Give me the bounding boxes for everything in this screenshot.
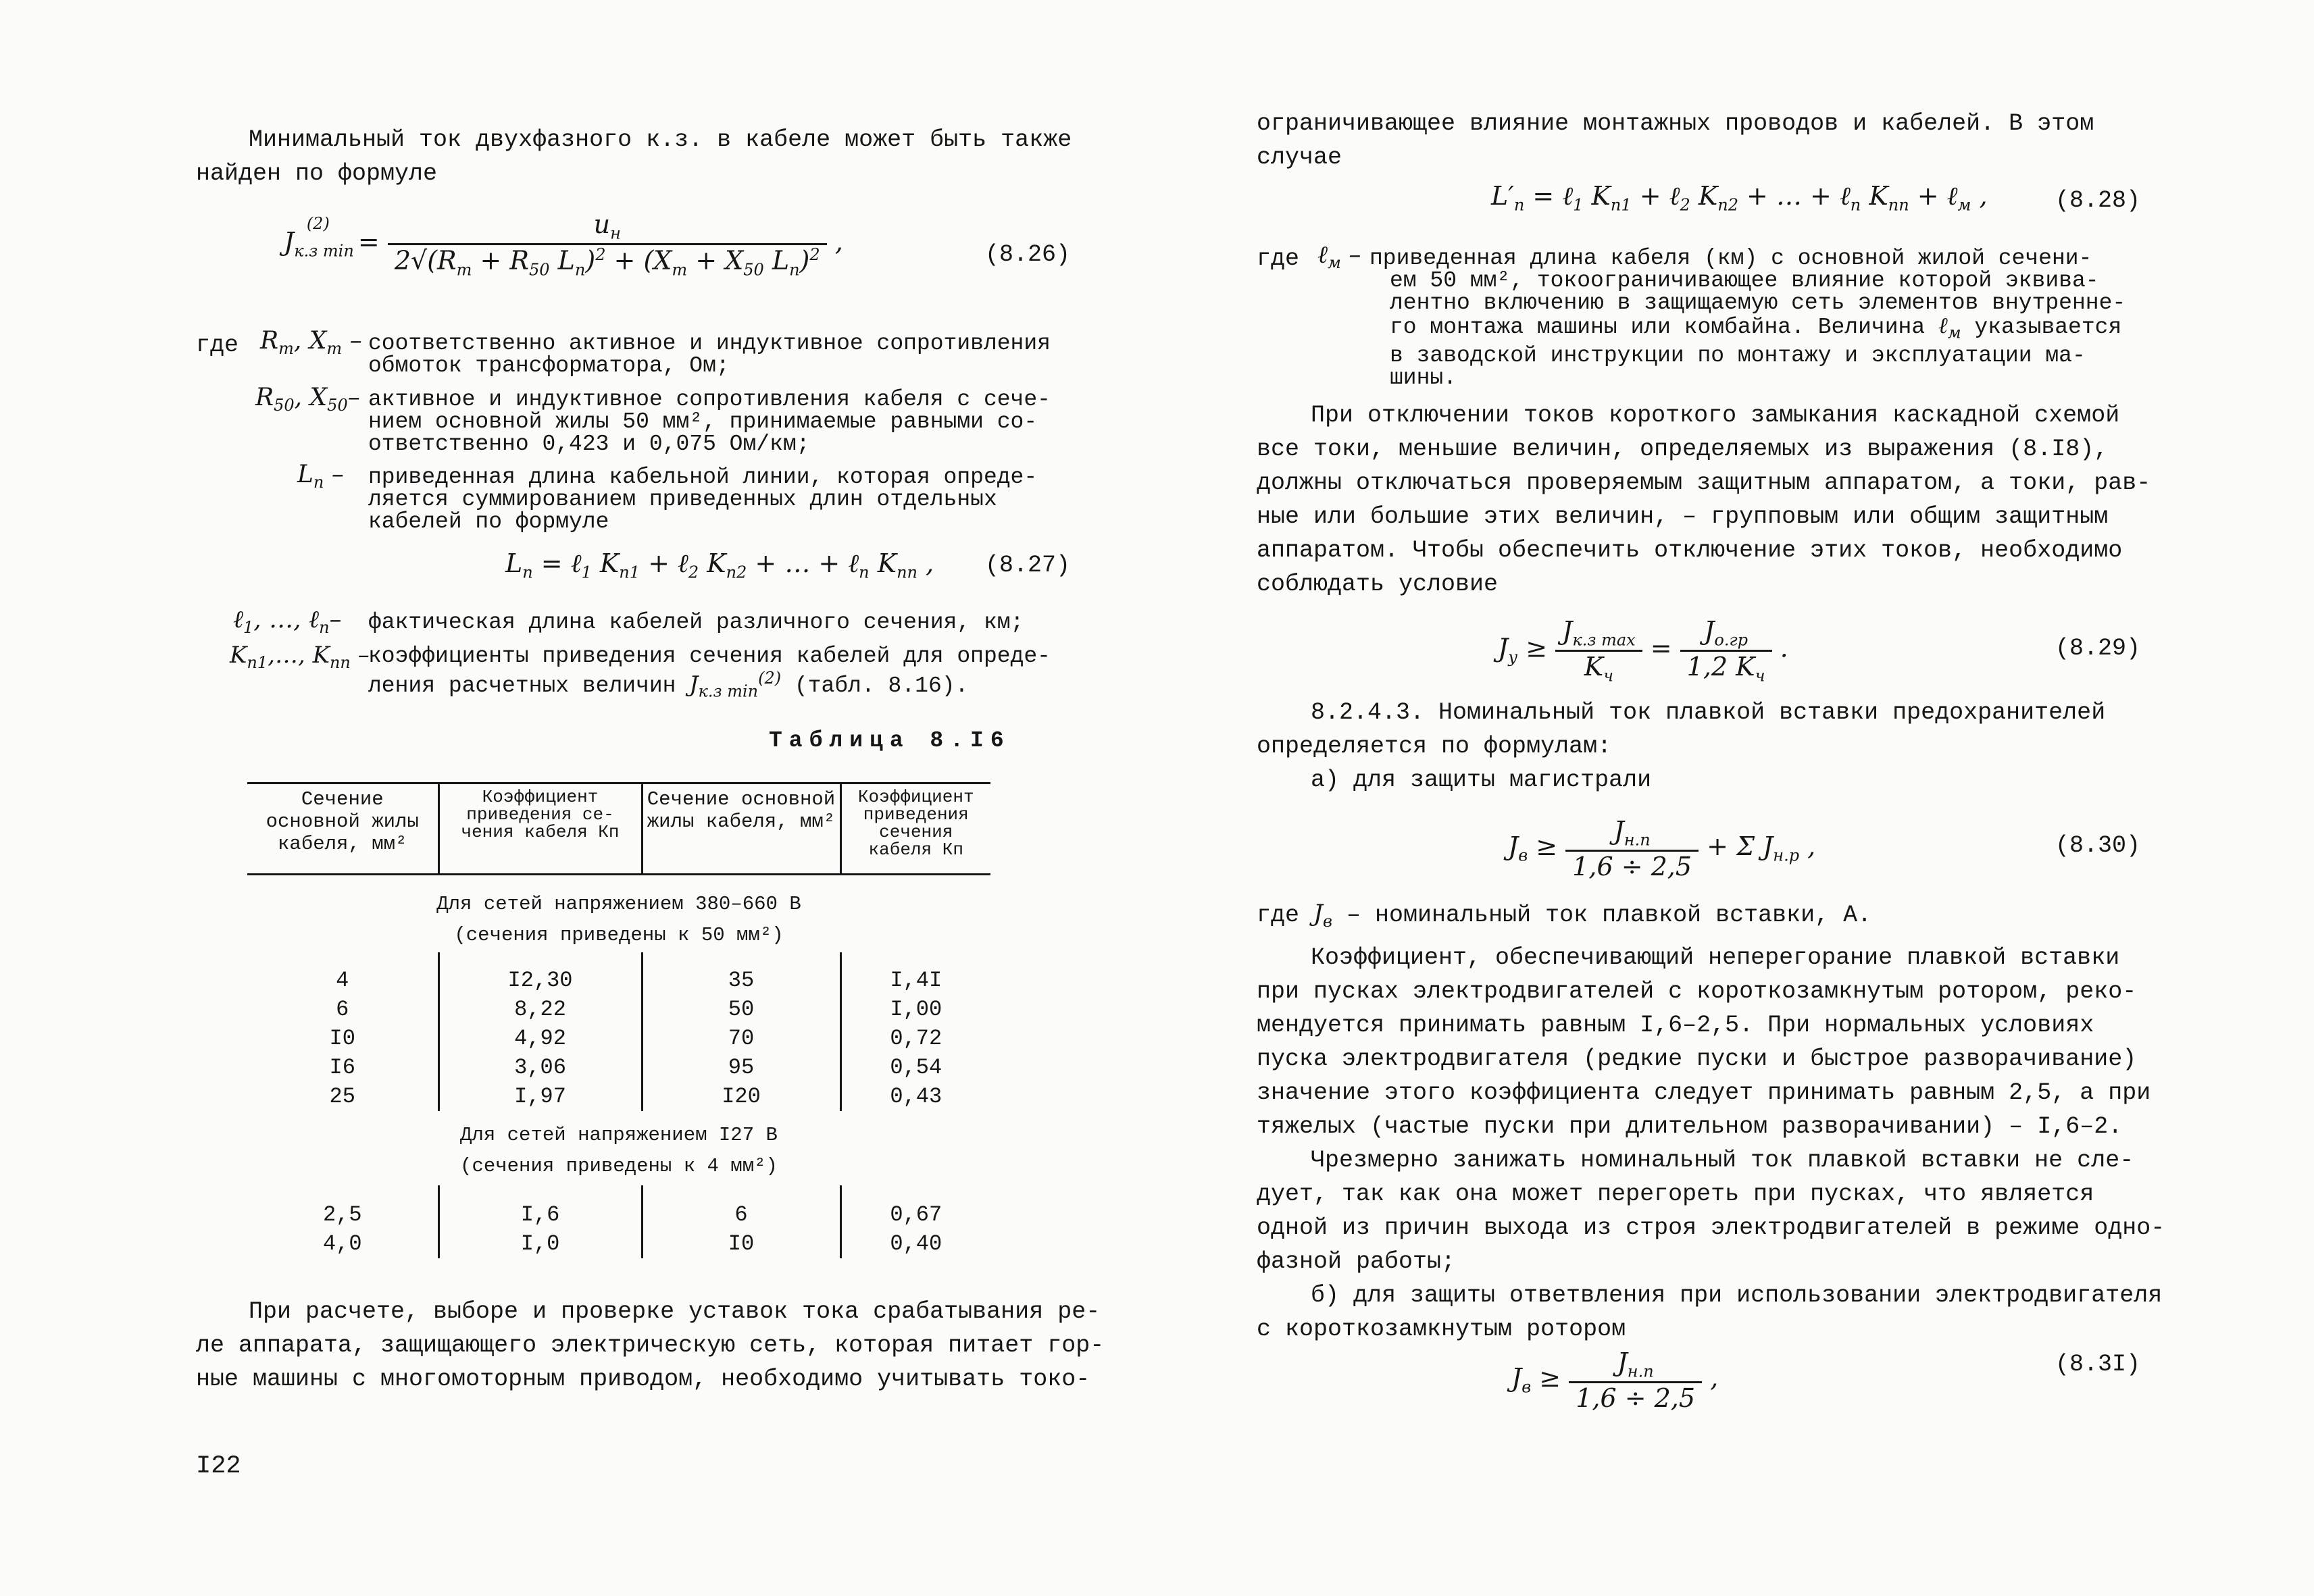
table-cell: 0,54 <box>890 1054 942 1080</box>
para6-line-2: дует, так как она может перегореть при пусках, что является <box>1257 1181 2094 1208</box>
equation-8-29: $J_у$ ≥ $\frac{J_{к.з max}}{K_ч}$ = $\frac{J_{о.гр}}{1,2 K_ч}$ . <box>1498 616 1788 686</box>
table-cell: I,0 <box>438 1229 642 1258</box>
table-cell: 0,67 <box>890 1202 942 1227</box>
table-group-title: Для сетей напряжением I27 В (сечения приведены к 4 мм²) <box>460 1124 778 1177</box>
table-title: Таблица 8.I6 <box>769 728 1011 753</box>
table-cell: 3,06 <box>438 1053 642 1082</box>
para2-line-6: соблюдать условие <box>1257 571 1499 598</box>
para7-line-1: б) для защиты ответвления при использовании электродвигателя <box>1311 1282 2163 1309</box>
para5-line-1: Коэффициент, обеспечивающий неперегорание плавкой вставки <box>1311 944 2120 971</box>
definition-r50-x50: активное и индуктивное сопротивления кабеля с сече- нием основной жилы 50 мм², принимаемые равными со- ответственно 0,423 и 0,075 Ом/км; <box>368 387 1051 457</box>
right-line-2: случае <box>1257 144 1342 171</box>
term-r50-x50: $R_{50}$, $X_{50}-$ <box>255 384 360 415</box>
table-group-title: Для сетей напряжением 380–660 В (сечения приведены к 50 мм²) <box>436 893 801 947</box>
table-cell: 4 <box>247 966 438 995</box>
table-header-cell: Коэффициент приведения се- чения кабеля Кп <box>438 783 642 875</box>
table-cell: 4,92 <box>438 1024 642 1053</box>
equation-8-28: $L'_п$ = ℓ$_1$ $K_{п1}$ + ℓ$_2$ $K_{п2}$ + … + ℓ$_n$ $K_{пп}$ + ℓ$_м$ , <box>1491 181 1988 215</box>
table-row <box>247 1082 990 1111</box>
table-row <box>247 995 990 1024</box>
table-row <box>247 966 990 995</box>
equation-number-8-28: (8.28) <box>2055 187 2141 214</box>
table-cell: 0,72 <box>890 1025 942 1051</box>
table-cell: 95 <box>642 1053 840 1082</box>
definition-kn1-knn: коэффициенты приведения сечения кабелей для опреде- ления расчетных величин $J_{к.з min}^{(2)}$ (табл. 8.16). <box>368 644 1051 701</box>
right-line-1: ограничивающее влияние монтажных проводов и кабелей. В этом <box>1257 110 2094 137</box>
table-cell: 4,0 <box>247 1229 438 1258</box>
table-cell: I0 <box>642 1229 840 1258</box>
equation-8-30: $J_в$ ≥ $\frac{J_{н.п}}{1,6 \div 2,5}$ + Σ $J_{н.р}$ , <box>1508 816 1816 881</box>
table-row <box>247 1229 990 1258</box>
equation-number-8-30: (8.30) <box>2055 832 2141 859</box>
para6-line-1: Чрезмерно занижать номинальный ток плавкой вставки не сле- <box>1311 1147 2134 1174</box>
where-label-right: где <box>1257 245 1300 272</box>
intro-line-1: Минимальный ток двухфазного к.з. в кабеле может быть также <box>249 126 1072 153</box>
para2-line-2: все токи, меньшие величин, определяемых из выражения (8.I8), <box>1257 436 2109 463</box>
definition-rt-xt: соответственно активное и индуктивное сопротивления обмоток трансформатора, Ом; <box>368 331 1051 378</box>
table-cell: 0,40 <box>890 1231 942 1256</box>
para2-line-3: должны отключаться проверяемым защитным аппаратом, а токи, рав- <box>1257 469 2151 496</box>
para5-line-2: при пусках электродвигателей с короткозамкнутым ротором, реко- <box>1257 978 2137 1005</box>
table-cell: 0,43 <box>890 1083 942 1109</box>
table-row <box>247 1024 990 1053</box>
table-cell: I6 <box>247 1053 438 1082</box>
para7-line-2: с короткозамкнутым ротором <box>1257 1316 1626 1343</box>
table-cell: 6 <box>247 995 438 1024</box>
para5-line-6: тяжелых (частые пуски при длительном разворачивании) – I,6–2. <box>1257 1113 2123 1140</box>
equation-8-27: $L_п$ = ℓ$_1$ $K_{п1}$ + ℓ$_2$ $K_{п2}$ + … + ℓ$_n$ $K_{пп}$ , <box>505 548 934 582</box>
table-header-row <box>247 783 990 875</box>
term-lm: ℓ$_м$ – <box>1317 241 1361 273</box>
table-cell: I,00 <box>890 996 942 1022</box>
table-cell: 50 <box>642 995 840 1024</box>
para3-line-2: определяется по формулам: <box>1257 733 1612 760</box>
where-label: где <box>196 332 239 359</box>
where-jv: где $J_в$ – номинальный ток плавкой вставки, А. <box>1257 900 1872 931</box>
para5-line-4: пуска электродвигателя (редкие пуски и быстрое разворачивание) <box>1257 1046 2137 1073</box>
page-number: I22 <box>196 1452 241 1481</box>
table-cell: 6 <box>642 1200 840 1229</box>
table-cell: I,4I <box>890 967 942 993</box>
table-cell: I0 <box>247 1024 438 1053</box>
term-rt-xt: $R_т$, $X_т$ – <box>260 327 362 359</box>
table-cell: I,6 <box>438 1200 642 1229</box>
bottom-line-2: ле аппарата, защищающего электрическую сеть, которая питает гор- <box>196 1332 1105 1359</box>
para5-line-5: значение этого коэффициента следует принимать равным 2,5, а при <box>1257 1079 2151 1106</box>
intro-line-2: найден по формуле <box>196 160 438 187</box>
table-cell: 25 <box>247 1082 438 1111</box>
table-cell: 70 <box>642 1024 840 1053</box>
table-group-title-row <box>247 1111 990 1185</box>
para5-line-3: мендуется принимать равным I,6–2,5. При нормальных условиях <box>1257 1012 2094 1039</box>
table-header-cell: Сечение основной жилы кабеля, мм² <box>247 783 438 875</box>
table-cell: 2,5 <box>247 1200 438 1229</box>
definition-l1-ln: фактическая длина кабелей различного сечения, км; <box>368 610 1024 635</box>
table-8-16 <box>247 782 990 1258</box>
bottom-line-3: ные машины с многомоторным приводом, необходимо учитывать токо- <box>196 1366 1090 1393</box>
table-row <box>247 1200 990 1229</box>
equation-number-8-29: (8.29) <box>2055 635 2141 662</box>
equation-8-31: $J_в$ ≥ $\frac{J_{н.п}}{1,6 \div 2,5}$ , <box>1511 1347 1719 1413</box>
table-header-cell: Коэффициент приведения сечения кабеля Кп <box>840 783 990 875</box>
definition-ln: приведенная длина кабельной линии, которая опреде- ляется суммированием приведенных длин отдельных кабелей по формуле <box>368 465 1038 534</box>
table-cell: I20 <box>642 1082 840 1111</box>
para2-line-1: При отключении токов короткого замыкания каскадной схемой <box>1311 402 2120 429</box>
bottom-line-1: При расчете, выборе и проверке уставок тока срабатывания ре- <box>249 1298 1101 1325</box>
term-kn1-knn: $K_{п1},\dots$, $K_{пп}$ – <box>230 642 370 672</box>
table-cell: I2,30 <box>438 966 642 995</box>
table-group-title-row <box>247 875 990 952</box>
para2-line-4: ные или большие этих величин, – групповым или общим защитным <box>1257 503 2109 530</box>
para6-line-3: одной из причин выхода из строя электродвигателей в режиме одно- <box>1257 1214 2165 1241</box>
equation-number-8-27: (8.27) <box>985 552 1071 579</box>
equation-number-8-26: (8.26) <box>985 241 1071 268</box>
right-page <box>1157 0 2314 1596</box>
equation-8-26: $J_{к.з min}^{(2)}$ = $\frac{u_н}{2√(R_т + R_{50} L_п)^2 + (X_т + X_{50} L_п)^2}$ , <box>284 209 843 279</box>
table-cell: 8,22 <box>438 995 642 1024</box>
table-cell: 35 <box>642 966 840 995</box>
para3-line-3: а) для защиты магистрали <box>1311 767 1652 794</box>
equation-number-8-31: (8.3I) <box>2055 1351 2141 1378</box>
term-l1-ln: ℓ$_1$, …, ℓ$_n$– <box>233 606 342 638</box>
table-row <box>247 1053 990 1082</box>
para2-line-5: аппаратом. Чтобы обеспечить отключение этих токов, необходимо <box>1257 537 2123 564</box>
para6-line-4: фазной работы; <box>1257 1248 1456 1275</box>
term-ln: $L_п$ – <box>297 461 344 492</box>
para3-line-1: 8.2.4.3. Номинальный ток плавкой вставки предохранителей <box>1311 699 2106 726</box>
definition-lm: приведенная длина кабеля (км) с основной жилой сечени- ем 50 мм², токоограничивающее влияние которой эквива- лентно включению в защищаемую сеть элементов внутренне- го монтажа машины или комбайна. Величина ℓ$_м$ указывается в заводской инструкции по монтажу и эксплуатации ма- шины. <box>1369 246 2126 390</box>
table-header-cell: Сечение основной жилы кабеля, мм² <box>642 783 840 875</box>
table-cell: I,97 <box>438 1082 642 1111</box>
